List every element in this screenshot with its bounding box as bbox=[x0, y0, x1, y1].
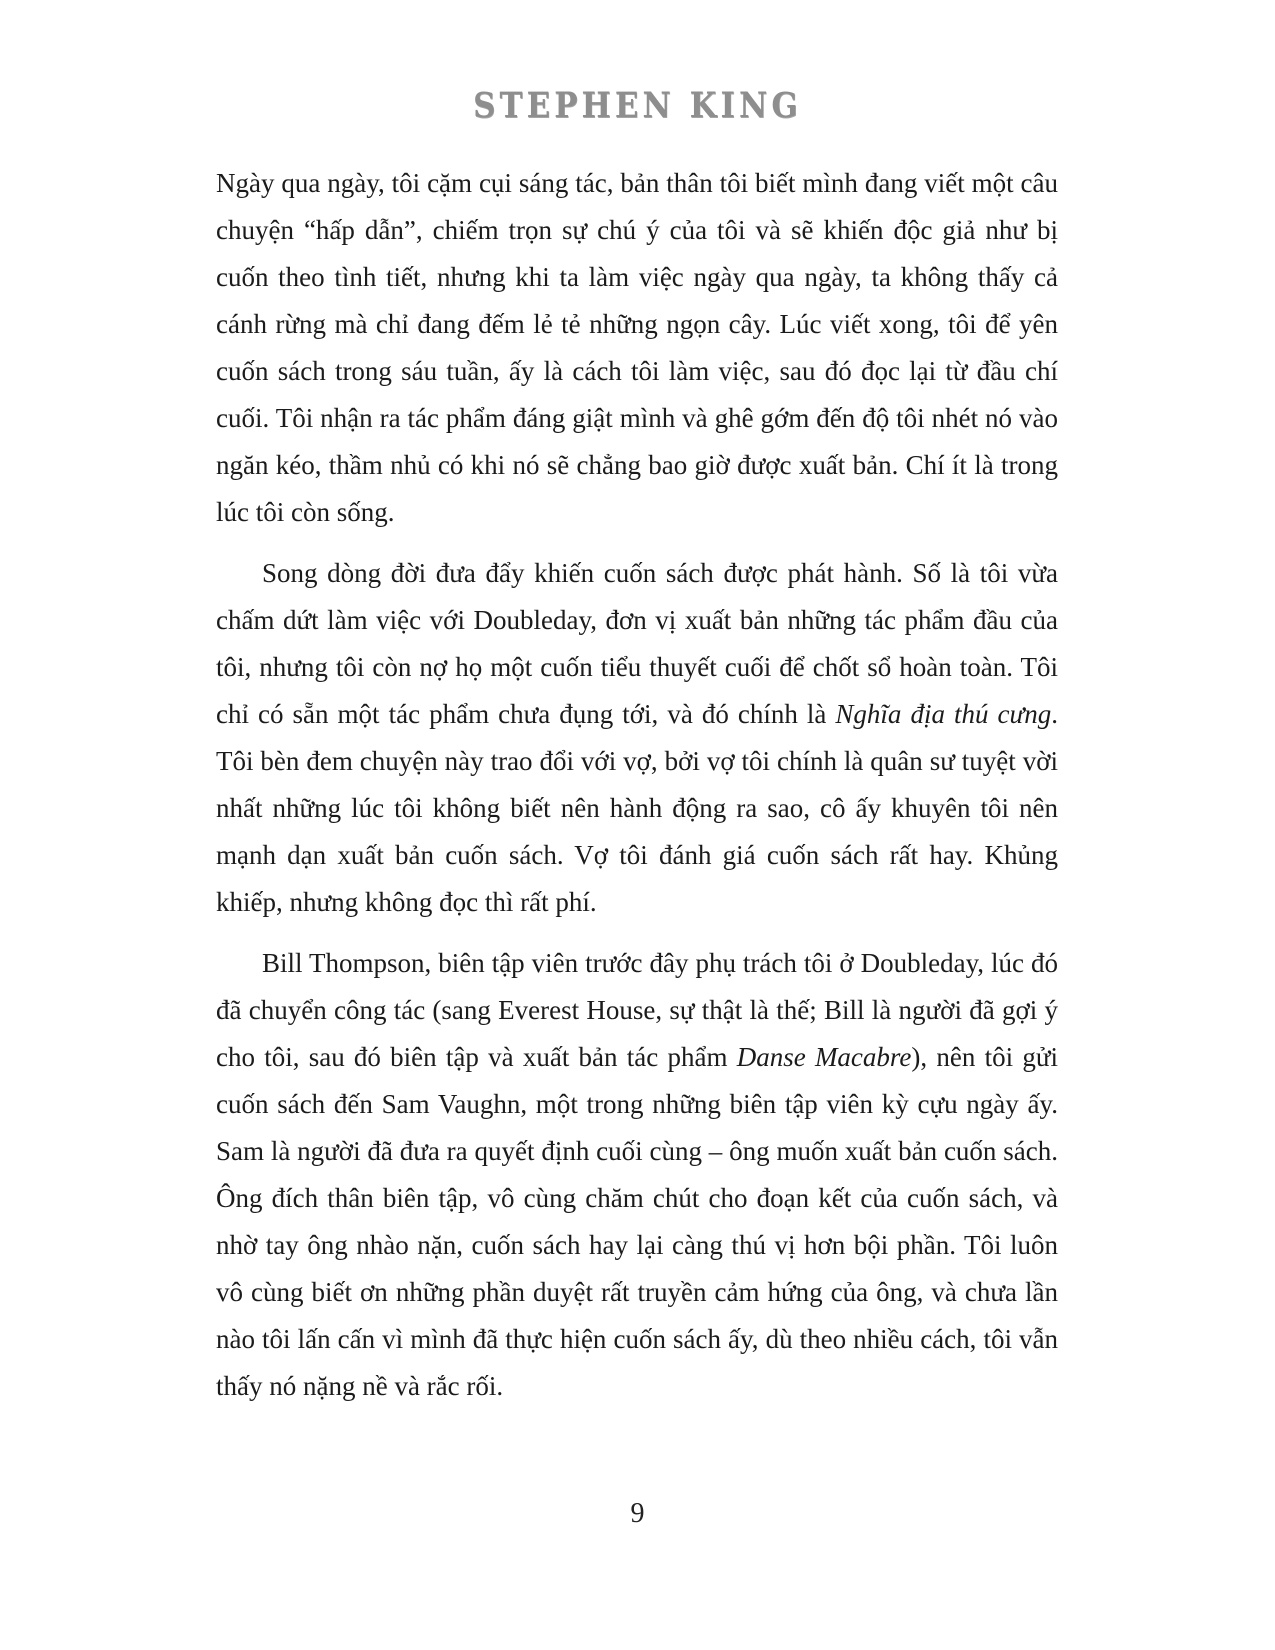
running-head-author: STEPHEN KING bbox=[473, 85, 802, 127]
body-text bbox=[216, 160, 1058, 1410]
paragraph bbox=[216, 550, 1058, 926]
book-title-italic: Danse Macabre bbox=[736, 1042, 912, 1072]
text-run: Song dòng đời đưa đẩy khiến cuốn sách được phát hành. Số là tôi vừa chấm dứt làm việc với Doubleday, đơn vị xuất bản những tác phẩm đầu của tôi, nhưng tôi còn nợ họ một cuốn tiểu thuyết cuối để chốt sổ hoàn toàn. Tôi chỉ có sẵn một tác phẩm chưa đụng tới, và đó chính là bbox=[216, 558, 1058, 729]
book-title-italic: Nghĩa địa thú cưng bbox=[835, 699, 1052, 729]
paragraph bbox=[216, 160, 1058, 536]
text-run: Ngày qua ngày, tôi cặm cụi sáng tác, bản thân tôi biết mình đang viết một câu chuyện “hấp dẫn”, chiếm trọn sự chú ý của tôi và sẽ khiến độc giả như bị cuốn theo tình tiết, nhưng khi ta làm việc ngày qua ngày, ta không thấy cả cánh rừng mà chỉ đang đếm lẻ tẻ những ngọn cây. Lúc viết xong, tôi để yên cuốn sách trong sáu tuần, ấy là cách tôi làm việc, sau đó đọc lại từ đầu chí cuối. Tôi nhận ra tác phẩm đáng giật mình và ghê gớm đến độ tôi nhét nó vào ngăn kéo, thầm nhủ có khi nó sẽ chẳng bao giờ được xuất bản. Chí ít là trong lúc tôi còn sống. bbox=[216, 168, 1058, 527]
page-number: 9 bbox=[630, 1498, 645, 1529]
text-run: ), nên tôi gửi cuốn sách đến Sam Vaughn, một trong những biên tập viên kỳ cựu ngày ấy. Sam là người đã đưa ra quyết định cuối cùng – ông muốn xuất bản cuốn sách. Ông đích thân biên tập, vô cùng chăm chút cho đoạn kết của cuốn sách, và nhờ tay ông nhào nặn, cuốn sách hay lại càng thú vị hơn bội phần. Tôi luôn vô cùng biết ơn những phần duyệt rất truyền cảm hứng của ông, và chưa lần nào tôi lấn cấn vì mình đã thực hiện cuốn sách ấy, dù theo nhiều cách, tôi vẫn thấy nó nặng nề và rắc rối. bbox=[216, 1042, 1058, 1401]
paragraph bbox=[216, 940, 1058, 1410]
text-run: Bill Thompson, biên tập viên trước đây phụ trách tôi ở Doubleday, lúc đó đã chuyển công tác (sang Everest House, sự thật là thế; Bill là người đã gợi ý cho tôi, sau đó biên tập và xuất bản tác phẩm bbox=[216, 948, 1058, 1072]
text-run: . Tôi bèn đem chuyện này trao đổi với vợ, bởi vợ tôi chính là quân sư tuyệt vời nhất những lúc tôi không biết nên hành động ra sao, cô ấy khuyên tôi nên mạnh dạn xuất bản cuốn sách. Vợ tôi đánh giá cuốn sách rất hay. Khủng khiếp, nhưng không đọc thì rất phí. bbox=[216, 699, 1058, 917]
